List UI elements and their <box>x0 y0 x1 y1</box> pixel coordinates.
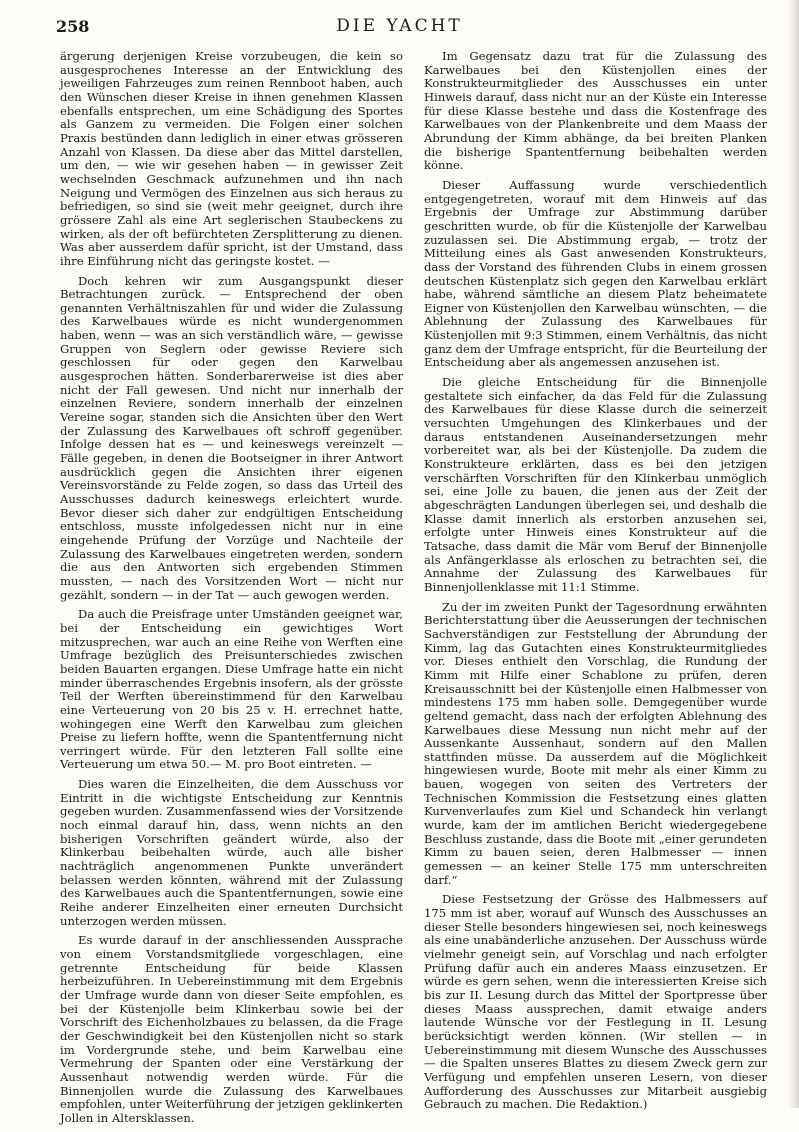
page-number: 258 <box>56 17 90 36</box>
paragraph: Da auch die Preisfrage unter Umständen geeignet war, bei der Entscheidung ein gewichtiges Wort mitzusprechen, war auch an eine Reihe von Werften eine Umfrage bezüglich des Preisunterschiedes zwischen beiden Bauarten ergangen. Diese Umfrage hatte ein nicht minder überraschendes Ergebnis insofern, als der grösste Teil der Werften übereinstimmend für den Karwelbau eine Verteuerung von 20 bis 25 v. H. errechnet hatte, wohingegen eine Werft den Karwelbau zum gleichen Preise zu liefern hoffte, wenn die Spantentfernung nicht verringert würde. Für den letzteren Fall sollte eine Verteuerung um etwa 50.— M. pro Boot eintreten. — <box>60 607 403 772</box>
paragraph: ärgerung derjenigen Kreise vorzubeugen, die kein so ausgesprochenes Interesse an der Entwicklung des jeweiligen Fahrzeuges zum reinen Rennboot haben, auch den Wünschen dieser Kreise in ihnen genehmen Klassen ebenfalls entsprechen, um eine Schädigung des Sportes als Ganzem zu vermeiden. Die Folgen einer solchen Praxis bestünden dann lediglich in einer etwas grösseren Anzahl von Klassen. Da diese aber das Mittel darstellen, um den, — wie wir gesehen haben — in gewisser Zeit wechselnden Geschmack aufzunehmen und ihn nach Neigung und Vermögen des Einzelnen aus sich heraus zu befriedigen, so sind sie (weit mehr geeignet, durch ihre grössere Zahl als eine Art seglerischen Staubeckens zu wirken, als der oft befürchteten Zersplitterung zu dienen. Was aber ausserdem dafür spricht, ist der Umstand, dass ihre Einführung nicht das geringste kostet. — <box>60 49 403 268</box>
paragraph: Dieser Auffassung wurde verschiedentlich entgegengetreten, worauf mit dem Hinweis auf das Ergebnis der Umfrage zur Abstimmung darüber geschritten wurde, ob für die Küstenjolle der Karwelbau zuzulassen sei. Die Abstimmung ergab, — trotz der Mitteilung eines als Gast anwesenden Konstrukteurs, dass der Vorstand des führenden Clubs in einem grossen deutschen Küstenplatz sich gegen den Karwelbau erklärt habe, während sämtliche an diesem Platz beheimatete Eigner von Küstenjollen den Karwelbau wünschten, — die Ablehnung der Zulassung des Karwelbaues für Küstenjollen mit 9:3 Stimmen, einem Verhältnis, das nicht ganz dem der Umfrage entspricht, für die Beurteilung der Entscheidung aber als angemessen anzusehen ist. <box>424 177 767 370</box>
paragraph: Die gleiche Entscheidung für die Binnenjolle gestaltete sich einfacher, da das Feld für die Zulassung des Karwelbaues für diese Klasse durch die seinerzeit versuchten Umgehungen des Klinkerbaues und der daraus entstandenen Auseinandersetzungen mehr vorbereitet war, als bei der Küstenjolle. Da zudem die Konstrukteure erklärten, dass es bei den jetzigen verschärften Vorschriften für den Klinkerbau unmöglich sei, eine Jolle zu bauen, die jenen aus der Zeit der abgeschrägten Landungen überlegen sei, und deshalb die Klasse damit innerlich als erstorben anzusehen sei, erfolgte unter Hinweis eines Konstrukteur auf die Tatsache, dass damit die Mär vom Beruf der Binnenjolle als Anfängerklasse als erloschen zu betrachten sei, die Annahme der Zulassung des Karwelbaues für Binnenjollenklasse mit 11:1 Stimme. <box>424 375 767 594</box>
paragraph: Es wurde darauf in der anschliessenden Aussprache von einem Vorstandsmitgliede vorgeschlagen, eine getrennte Entscheidung für beide Klassen herbeizuführen. In Uebereinstimmung mit dem Ergebnis der Umfrage wurde dann von dieser Seite empfohlen, es bei der Küstenjolle beim Klinkerbau sowie bei der Vorschrift des Eichenholzbaues zu belassen, da die Frage der Geschwindigkeit bei den Küstenjollen nicht so stark im Vordergrunde stehe, und beim Karwelbau eine Vermehrung der Spanten oder eine Verstärkung der Aussenhaut notwendig werden würde. Für die Binnenjollen wurde die Zulassung des Karwelbaues empfohlen, unter Weiterführung der jetzigen geklinkerten Jollen in Altersklassen. <box>60 933 403 1125</box>
left-column <box>60 50 403 1132</box>
paragraph: Im Gegensatz dazu trat für die Zulassung des Karwelbaues bei den Küstenjollen eines der Konstrukteurmitglieder des Ausschusses ein unter Hinweis darauf, dass nicht nur an der Küste ein Interesse für diese Klasse bestehe und dass die Kostenfrage des Karwelbaues von der Plankenbreite und dem Maass der Abrundung der Kimm abhänge, da bei breiten Planken die bisherige Spantentfernung beibehalten werden könne. <box>424 49 767 173</box>
paragraph: Dies waren die Einzelheiten, die dem Ausschuss vor Eintritt in die wichtigste Entscheidung zur Kenntnis gegeben wurden. Zusammenfassend wies der Vorsitzende noch einmal darauf hin, dass, wenn nichts an den bisherigen Vorschriften geändert würde, also der Klinkerbau beibehalten würde, auch alle bisher nachträglich angenommenen Punkte unverändert belassen werden könnten, während mit der Zulassung des Karwelbaues auch die Spantentfernungen, sowie eine Reihe anderer Einzelheiten einer erneuten Durchsicht unterzogen werden müssen. <box>60 777 403 928</box>
paragraph: Diese Festsetzung der Grösse des Halbmessers auf 175 mm ist aber, worauf auf Wunsch des Ausschusses an dieser Stelle besonders hingewiesen sei, noch keineswegs als eine unabänderliche anzusehen. Der Ausschuss würde vielmehr geneigt sein, auf Vorschlag und nach erfolgter Prüfung dafür auch ein anderes Maass einzusetzen. Er würde es gern sehen, wenn die interessierten Kreise sich bis zur II. Lesung durch das Mittel der Sportpresse über dieses Maass aussprechen, damit etwaige anders lautende Wünsche vor der Festlegung in II. Lesung berücksichtigt werden können. (Wir stellen — in Uebereinstimmung mit diesem Wunsche des Ausschusses — die Spalten unseres Blattes zu diesem Zweck gern zur Verfügung und empfehlen unseren Lesern, von dieser Aufforderung des Ausschusses zur Mitarbeit ausgiebig Gebrauch zu machen. Die Redaktion.) <box>424 892 767 1112</box>
page-edge-shadow <box>789 0 799 1108</box>
right-column <box>424 50 767 1118</box>
running-head: DIE YACHT <box>336 16 463 36</box>
paragraph: Doch kehren wir zum Ausgangspunkt dieser Betrachtungen zurück. — Entsprechend der oben genannten Verhältniszahlen für und wider die Zulassung des Karwelbaues würde es nicht wundergenommen haben, wenn — was an sich verständlich wäre, — gewisse Gruppen von Seglern oder gewisse Reviere sich geschlossen für oder gegen den Karwelbau ausgesprochen hätten. Sonderbarerweise ist dies aber nicht der Fall gewesen. Und nicht nur innerhalb der einzelnen Reviere, sondern innerhalb der einzelnen Vereine sogar, standen sich die Ansichten über den Wert der Zulassung des Karwelbaues oft schroff gegenüber. Infolge dessen hat es — und keineswegs vereinzelt — Fälle gegeben, in denen die Bootseigner in ihrer Antwort ausdrücklich gegen die Ansichten ihrer eigenen Vereinsvorstände zu Felde zogen, so dass das Urteil des Ausschusses dadurch keineswegs erleichtert wurde. Bevor dieser sich daher zur endgültigen Entscheidung entschloss, musste infolgedessen nicht nur in eine eingehende Prüfung der Vorzüge und Nachteile der Zulassung des Karwelbaues eingetreten werden, sondern die aus den Antworten sich ergebenden Stimmen mussten, — nach des Vorsitzenden Wort — nicht nur gezählt, sondern — in der Tat — auch gewogen werden. <box>60 273 403 602</box>
paragraph: Zu der im zweiten Punkt der Tagesordnung erwähnten Berichterstattung über die Aeusserungen der technischen Sachverständigen zur Feststellung der Abrundung der Kimm, lag das Gutachten eines Konstrukteurmitgliedes vor. Dieses enthielt den Vorschlag, die Rundung der Kimm mit Hilfe einer Schablone zu prüfen, deren Kreisausschnitt bei der Küstenjolle einen Halbmesser von mindestens 175 mm haben solle. Demgegenüber wurde geltend gemacht, dass nach der erfolgten Ablehnung des Karwelbaues diese Messung nun nicht mehr auf der Aussenkante Aussenhaut, sondern auf den Mallen stattfinden müsse. Da ausserdem auf die Möglichkeit hingewiesen wurde, Boote mit mehr als einer Kimm zu bauen, wogegen von seiten des Vertreters der Technischen Kommission die Festsetzung eines glatten Kurvenverlaufes zum Kiel und Schandeck hin verlangt wurde, kam der im amtlichen Bericht wiedergegebene Beschluss zustande, dass die Boote mit „einer gerundeten Kimm zu bauen seien, deren Halbmesser — innen gemessen — an keiner Stelle 175 mm unterschreiten darf.“ <box>424 599 767 887</box>
